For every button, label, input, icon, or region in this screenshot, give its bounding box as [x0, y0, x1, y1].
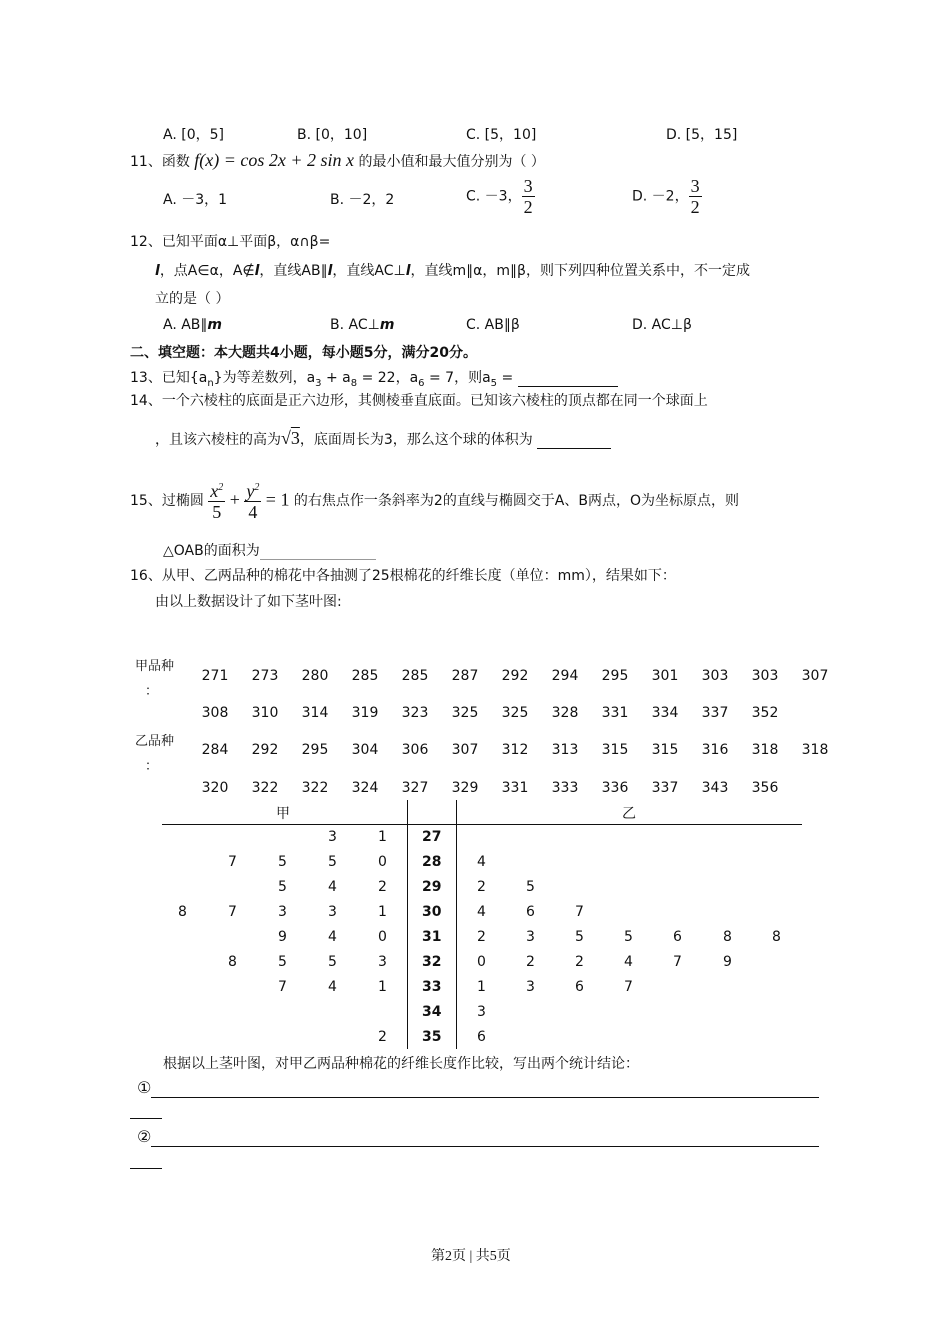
leaf-jia: 3 — [278, 904, 287, 920]
q12-line3: 立的是（ ） — [155, 291, 230, 307]
q11-option-b: B. －2，2 — [330, 192, 395, 208]
leaf-jia: 1 — [378, 829, 387, 845]
leaf-jia: 5 — [278, 854, 287, 870]
q11-formula: f(x) = cos 2x + 2 sin x — [194, 150, 355, 170]
q11-option-d: D. －2， $\frac{3}{2}$ — [632, 176, 700, 217]
data-cell: 292 — [501, 668, 529, 684]
q12-option-a: A. AB∥m — [163, 317, 223, 333]
data-cell: 307 — [801, 668, 829, 684]
leaf-jia: 5 — [328, 954, 337, 970]
data-cell: 331 — [501, 780, 529, 796]
leaf-yi: 4 — [624, 954, 633, 970]
data-cell: 352 — [751, 705, 779, 721]
leaf-jia: 8 — [178, 904, 187, 920]
data-cell: 285 — [351, 668, 379, 684]
leaf-yi: 8 — [772, 929, 781, 945]
data-cell: 356 — [751, 780, 779, 796]
leaf-jia: 3 — [328, 829, 337, 845]
stem-value: 28 — [422, 854, 442, 870]
leaf-yi: 4 — [477, 904, 486, 920]
leaf-yi: 2 — [477, 929, 486, 945]
data-cell: 301 — [651, 668, 679, 684]
leaf-jia: 7 — [228, 854, 237, 870]
q11-option-a: A. －3，1 — [163, 192, 228, 208]
data-cell: 273 — [251, 668, 279, 684]
stem-value: 34 — [422, 1004, 442, 1020]
leaf-jia: 4 — [328, 929, 337, 945]
leaf-yi: 3 — [526, 979, 535, 995]
q10-option-d: D. [5，15] — [666, 127, 738, 143]
stem-value: 27 — [422, 829, 442, 845]
leaf-jia: 1 — [378, 979, 387, 995]
leaf-jia: 7 — [278, 979, 287, 995]
data-cell: 308 — [201, 705, 229, 721]
data-cell: 329 — [451, 780, 479, 796]
stem-header-yi: 乙 — [622, 806, 636, 822]
q14-answer-blank[interactable] — [537, 432, 611, 449]
leaf-jia: 3 — [328, 904, 337, 920]
leaf-yi: 2 — [575, 954, 584, 970]
yi-label: 乙品种 — [135, 734, 175, 749]
data-cell: 285 — [401, 668, 429, 684]
leaf-jia: 4 — [328, 879, 337, 895]
data-cell: 324 — [351, 780, 379, 796]
q12-line2: l，点A∈α，A∉l，直线AB∥l，直线AC⊥l，直线m∥α，m∥β，则下列四种位置关系中，不一定成 — [155, 263, 750, 279]
data-cell: 315 — [601, 742, 629, 758]
data-cell: 294 — [551, 668, 579, 684]
data-cell: 318 — [751, 742, 779, 758]
data-cell: 284 — [201, 742, 229, 758]
stem-value: 31 — [422, 929, 442, 945]
data-cell: 295 — [301, 742, 329, 758]
q10-option-c: C. [5，10] — [466, 127, 537, 143]
data-cell: 287 — [451, 668, 479, 684]
data-cell: 337 — [701, 705, 729, 721]
leaf-yi: 6 — [575, 979, 584, 995]
stem-header-line — [162, 824, 802, 825]
data-cell: 314 — [301, 705, 329, 721]
leaf-yi: 5 — [575, 929, 584, 945]
leaf-yi: 5 — [624, 929, 633, 945]
q15-answer-blank[interactable] — [260, 543, 376, 560]
data-cell: 280 — [301, 668, 329, 684]
stem-divider-right — [456, 800, 457, 1049]
stem-header-jia: 甲 — [276, 806, 290, 822]
jia-label: 甲品种 — [135, 659, 175, 674]
leaf-jia: 9 — [278, 929, 287, 945]
q16-line2: 由以上数据设计了如下茎叶图: — [155, 594, 342, 610]
stem-value: 32 — [422, 954, 442, 970]
leaf-jia: 7 — [228, 904, 237, 920]
conclusion-1: ① — [137, 1078, 819, 1098]
leaf-yi: 7 — [624, 979, 633, 995]
data-cell: 320 — [201, 780, 229, 796]
data-cell: 295 — [601, 668, 629, 684]
q11-stem: 11、函数 f(x) = cos 2x + 2 sin x 的最小值和最大值分别为（ ） — [130, 150, 545, 170]
data-cell: 312 — [501, 742, 529, 758]
data-cell: 322 — [251, 780, 279, 796]
q12-line1: 12、已知平面α⊥平面β，α∩β= — [130, 234, 331, 250]
data-cell: 337 — [651, 780, 679, 796]
leaf-yi: 4 — [477, 854, 486, 870]
q16-conclusion-prompt: 根据以上茎叶图，对甲乙两品种棉花的纤维长度作比较，写出两个统计结论： — [163, 1056, 639, 1072]
conclusion-2-blank[interactable] — [151, 1130, 819, 1147]
leaf-yi: 1 — [477, 979, 486, 995]
leaf-jia: 2 — [378, 1029, 387, 1045]
data-cell: 315 — [651, 742, 679, 758]
q15-line2: △OAB的面积为 — [163, 540, 376, 560]
leaf-yi: 3 — [477, 1004, 486, 1020]
data-cell: 310 — [251, 705, 279, 721]
leaf-yi: 3 — [526, 929, 535, 945]
data-cell: 271 — [201, 668, 229, 684]
data-cell: 292 — [251, 742, 279, 758]
q14-line2: ，且该六棱柱的高为√3，底面周长为3，那么这个球的体积为 — [155, 428, 611, 449]
q11-option-c: C. －3， $\frac{3}{2}$ — [466, 176, 533, 217]
leaf-yi: 7 — [575, 904, 584, 920]
data-cell: 322 — [301, 780, 329, 796]
data-cell: 303 — [701, 668, 729, 684]
data-cell: 304 — [351, 742, 379, 758]
data-cell: 343 — [701, 780, 729, 796]
data-cell: 318 — [801, 742, 829, 758]
leaf-yi: 9 — [723, 954, 732, 970]
q12-option-b: B. AC⊥m — [330, 317, 395, 333]
data-cell: 323 — [401, 705, 429, 721]
q13-answer-blank[interactable] — [518, 370, 618, 387]
leaf-yi: 6 — [673, 929, 682, 945]
leaf-jia: 5 — [328, 854, 337, 870]
leaf-jia: 0 — [378, 854, 387, 870]
leaf-yi: 6 — [477, 1029, 486, 1045]
leaf-jia: 5 — [278, 954, 287, 970]
data-cell: 325 — [501, 705, 529, 721]
leaf-yi: 7 — [673, 954, 682, 970]
stem-value: 33 — [422, 979, 442, 995]
leaf-jia: 5 — [278, 879, 287, 895]
leaf-yi: 5 — [526, 879, 535, 895]
leaf-yi: 8 — [723, 929, 732, 945]
stem-divider-left — [407, 800, 408, 1049]
data-cell: 328 — [551, 705, 579, 721]
q12-option-d: D. AC⊥β — [632, 317, 692, 333]
data-cell: 327 — [401, 780, 429, 796]
stem-value: 29 — [422, 879, 442, 895]
leaf-yi: 2 — [477, 879, 486, 895]
data-cell: 307 — [451, 742, 479, 758]
leaf-jia: 4 — [328, 979, 337, 995]
leaf-jia: 2 — [378, 879, 387, 895]
data-cell: 333 — [551, 780, 579, 796]
q14-line1: 14、一个六棱柱的底面是正六边形，其侧棱垂直底面。已知该六棱柱的顶点都在同一个球面上 — [130, 393, 708, 409]
data-cell: 313 — [551, 742, 579, 758]
jia-colon: ： — [145, 684, 159, 699]
page-footer: 第2页 | 共5页 — [431, 1249, 511, 1264]
conclusion-2-blank-tail — [130, 1168, 162, 1169]
leaf-jia: 8 — [228, 954, 237, 970]
leaf-yi: 0 — [477, 954, 486, 970]
leaf-yi: 6 — [526, 904, 535, 920]
data-cell: 319 — [351, 705, 379, 721]
leaf-jia: 3 — [378, 954, 387, 970]
leaf-jia: 0 — [378, 929, 387, 945]
data-cell: 325 — [451, 705, 479, 721]
q10-option-b: B. [0，10] — [297, 127, 368, 143]
q15-line1: 15、过椭圆 $\frac{x^2}{5}$ + $\frac{y^2}{4}$ = 1 的右焦点作一条斜率为2的直线与椭圆交于A、B两点，O为坐标原点，则 — [130, 478, 739, 522]
q13: 13、已知$\{a_n\}$为等差数列，$a_3 + a_8 = 22$，$a_6 = 7$，则$a_5$ = — [130, 367, 618, 389]
stem-value: 30 — [422, 904, 442, 920]
section-title: 二、填空题：本大题共4小题，每小题5分，满分20分。 — [130, 345, 477, 361]
q10-option-a: A. [0，5] — [163, 127, 224, 143]
q16-line1: 16、从甲、乙两品种的棉花中各抽测了25根棉花的纤维长度（单位：mm），结果如下： — [130, 568, 676, 584]
conclusion-1-blank-tail — [130, 1118, 162, 1119]
q12-option-c: C. AB∥β — [466, 317, 520, 333]
data-cell: 303 — [751, 668, 779, 684]
leaf-jia: 1 — [378, 904, 387, 920]
data-cell: 316 — [701, 742, 729, 758]
data-cell: 331 — [601, 705, 629, 721]
conclusion-1-blank[interactable] — [151, 1081, 819, 1098]
leaf-yi: 2 — [526, 954, 535, 970]
data-cell: 334 — [651, 705, 679, 721]
data-cell: 336 — [601, 780, 629, 796]
stem-value: 35 — [422, 1029, 442, 1045]
conclusion-2: ② — [137, 1127, 819, 1147]
yi-colon: ： — [145, 759, 159, 774]
data-cell: 306 — [401, 742, 429, 758]
